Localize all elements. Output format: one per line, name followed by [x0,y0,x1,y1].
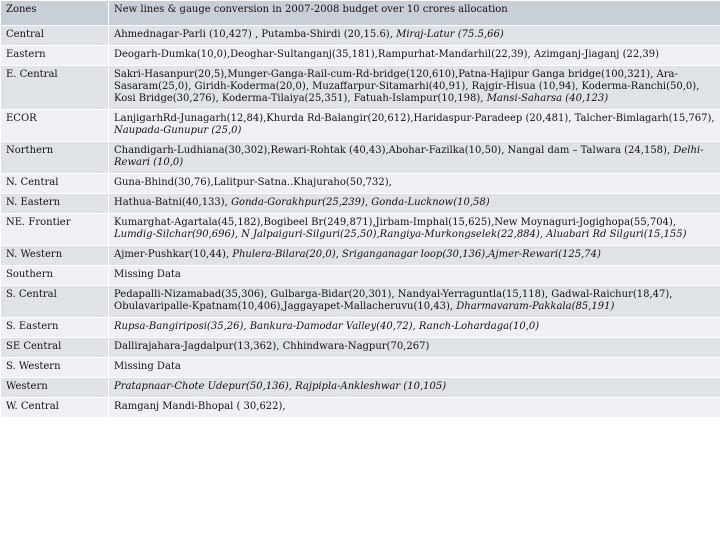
table-row [1,142,720,174]
zone-cell: E. Central [1,66,109,110]
table-row [1,194,720,214]
projects-text: Ajmer-Pushkar(10,44), [114,249,230,260]
projects-text: Sakri-Hasanpur(20,5),Munger-Ganga-Rail-cum-Rd-bridge(120,610),Patna-Hajipur Ganga bridge(100,321), Ara-Sasaram(25,0), Giridh-Koderma(20,0), Muzaffarpur-Sitamarhi(40,91), Rajgir-Hisua (10,94), Koderma-Ranchi(50,0), Kosi Bridge(30,276), Koderma-Tilaiya(25,351), Fatuah-Islampur(10,198), [114,69,700,104]
projects-italic-text: Miraj-Latur (75.5,66) [396,29,504,40]
zone-cell: S. Western [1,358,109,378]
projects-cell [109,194,720,214]
projects-text: Kumarghat-Agartala(45,182),Bogibeel Br(249,871),Jirbam-Imphal(15,625),New Moynaguri-Jogighopa(55,704), [114,217,677,228]
zone-cell: W. Central [1,398,109,418]
table-row [1,358,720,378]
header-new-lines: New lines & gauge conversion in 2007-2008 budget over 10 crores allocation [109,1,720,26]
projects-text: Ramganj Mandi-Bhopal ( 30,622), [114,401,286,412]
table-row [1,26,720,46]
zone-cell: Northern [1,142,109,174]
projects-text: Guna-Bhind(30,76),Lalitpur-Satna..Khajuraho(50,732), [114,177,392,188]
zone-cell: Central [1,26,109,46]
projects-cell [109,110,720,142]
projects-text: Pedapalli-Nizamabad(35,306), Gulbarga-Bidar(20,301), Nandyal-Yerraguntla(15,118), Gadwal-Raichur(18,47), Obulavaripalle-Kpatnam(10,406),Jaggayapet-Mallacheruvu(10,43), [114,289,673,312]
projects-cell [109,66,720,110]
zone-cell: N. Western [1,246,109,266]
projects-cell [109,174,720,194]
projects-italic-text: Lumdig-Silchar(90,696), N Jalpaiguri-Silguri(25,50),Rangiya-Murkongselek(22,884), Aluabari Rd Silguri(15,155) [114,229,687,240]
zone-cell: Southern [1,266,109,286]
zone-cell: ECOR [1,110,109,142]
table-row [1,378,720,398]
projects-cell [109,46,720,66]
table-header-row [1,1,720,26]
projects-text: Hathua-Batni(40,133), [114,197,228,208]
table-row [1,318,720,338]
table-row [1,398,720,418]
zone-cell: NE. Frontier [1,214,109,246]
zone-cell: N. Central [1,174,109,194]
projects-text: Missing Data [114,269,181,280]
projects-italic-text: Mansi-Saharsa (40,123) [486,93,609,104]
projects-text: Missing Data [114,361,181,372]
projects-cell [109,142,720,174]
table-row [1,338,720,358]
projects-cell [109,214,720,246]
projects-cell [109,266,720,286]
projects-cell [109,338,720,358]
projects-cell [109,26,720,46]
projects-text: Ahmednagar-Parli (10,427) , Putamba-Shirdi (20,15.6), [114,29,393,40]
table-row [1,246,720,266]
projects-italic-text: Pratapnaar-Chote Udepur(50,136), Rajpipla-Ankleshwar (10,105) [114,381,447,392]
table-row [1,214,720,246]
projects-italic-text: Naupada-Gunupur (25,0) [114,125,242,136]
projects-italic-text: Delhi-Rewari (10,0) [114,145,704,168]
projects-cell [109,286,720,318]
table-row [1,110,720,142]
header-zones: Zones [1,1,109,26]
zone-cell: N. Eastern [1,194,109,214]
projects-cell [109,358,720,378]
zone-cell: Western [1,378,109,398]
projects-italic-text: Gonda-Gorakhpur(25,239), Gonda-Lucknow(10,58) [231,197,490,208]
zone-cell: S. Central [1,286,109,318]
table-row [1,46,720,66]
projects-text: Dallirajahara-Jagdalpur(13,362), Chhindwara-Nagpur(70,267) [114,341,430,352]
table-row [1,266,720,286]
projects-cell [109,246,720,266]
table-row [1,174,720,194]
projects-cell [109,398,720,418]
projects-text: Deogarh-Dumka(10,0),Deoghar-Sultanganj(35,181),Rampurhat-Mandarhil(22,39), Azimganj-Jiaganj (22,39) [114,49,660,60]
projects-text: Chandigarh-Ludhiana(30,302),Rewari-Rohtak (40,43),Abohar-Fazilka(10,50), Nangal dam – Talwara (24,158), [114,145,671,156]
projects-cell [109,378,720,398]
projects-text: LanjigarhRd-Junagarh(12,84),Khurda Rd-Balangir(20,612),Haridaspur-Paradeep (20,481), Talcher-Bimlagarh(15,767), [114,113,715,124]
zone-cell: SE Central [1,338,109,358]
projects-italic-text: Rupsa-Bangiriposi(35,26), Bankura-Damodar Valley(40,72), Ranch-Lohardaga(10,0) [114,321,540,332]
table-row [1,66,720,110]
zone-cell: S. Eastern [1,318,109,338]
projects-italic-text: Phulera-Bilara(20,0), Sriganganagar loop(30,136),Ajmer-Rewari(125,74) [232,249,601,260]
table-row [1,286,720,318]
projects-italic-text: Dharmavaram-Pakkala(85,191) [456,301,615,312]
projects-cell [109,318,720,338]
zone-cell: Eastern [1,46,109,66]
